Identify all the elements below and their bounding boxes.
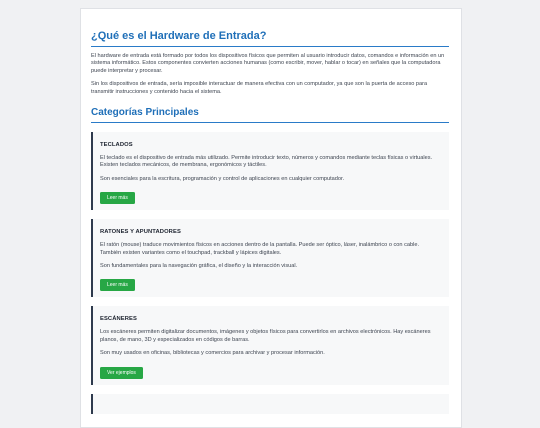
section-title: Categorías Principales (91, 107, 199, 119)
category-card-scanners (91, 306, 449, 384)
card-description: El ratón (mouse) traduce movimientos físicos en acciones dentro de la pantalla. Puede ser óptico, láser, inalámbrico o con cable. También existen variantes como el touchpad, trackball y lápices digitales. (100, 242, 420, 256)
card-title: ESCÁNERES (100, 316, 137, 323)
read-more-button[interactable]: Leer más (100, 279, 135, 291)
page-title: ¿Qué es el Hardware de Entrada? (91, 30, 267, 42)
card-title: TECLADOS (100, 142, 133, 149)
section-divider (91, 122, 449, 123)
category-card-keyboards (91, 132, 449, 210)
title-divider (91, 46, 449, 47)
see-examples-button[interactable]: Ver ejemplos (100, 367, 143, 379)
card-note: Son muy usados en oficinas, bibliotecas y comercios para archivar y procesar información. (100, 350, 325, 357)
card-title: RATONES Y APUNTADORES (100, 229, 181, 236)
card-description: El teclado es el dispositivo de entrada más utilizado. Permite introducir texto, números y comandos mediante teclas físicas o virtuales. Existen teclados mecánicos, de membrana, ergonómicos y táctiles. (100, 155, 433, 169)
intro-paragraph-2: Sin los dispositivos de entrada, sería imposible interactuar de manera efectiva con un computador, ya que son la puerta de acceso para transmitir instrucciones y contenido hacia el sistema. (91, 81, 428, 95)
intro-paragraph-1: El hardware de entrada está formado por todos los dispositivos físicos que permiten al usuario introducir datos, comandos e información en un sistema informático. Estos componentes convierten acciones humanas (como escribir, mover, hablar o tocar) en señales que la computadora puede interpretar y procesar. (91, 53, 445, 74)
read-more-button[interactable]: Leer más (100, 192, 135, 204)
card-note: Son fundamentales para la navegación gráfica, el diseño y la interacción visual. (100, 263, 298, 270)
category-card-next (91, 394, 449, 414)
card-note: Son esenciales para la escritura, programación y control de aplicaciones en cualquier computador. (100, 175, 345, 182)
content-page (80, 8, 462, 428)
card-description: Los escáneres permiten digitalizar documentos, imágenes y objetos físicos para convertirlos en archivos electrónicos. Hay escáneres planos, de mano, 3D y especializados en códigos de barras. (100, 329, 431, 343)
category-card-mice (91, 219, 449, 297)
